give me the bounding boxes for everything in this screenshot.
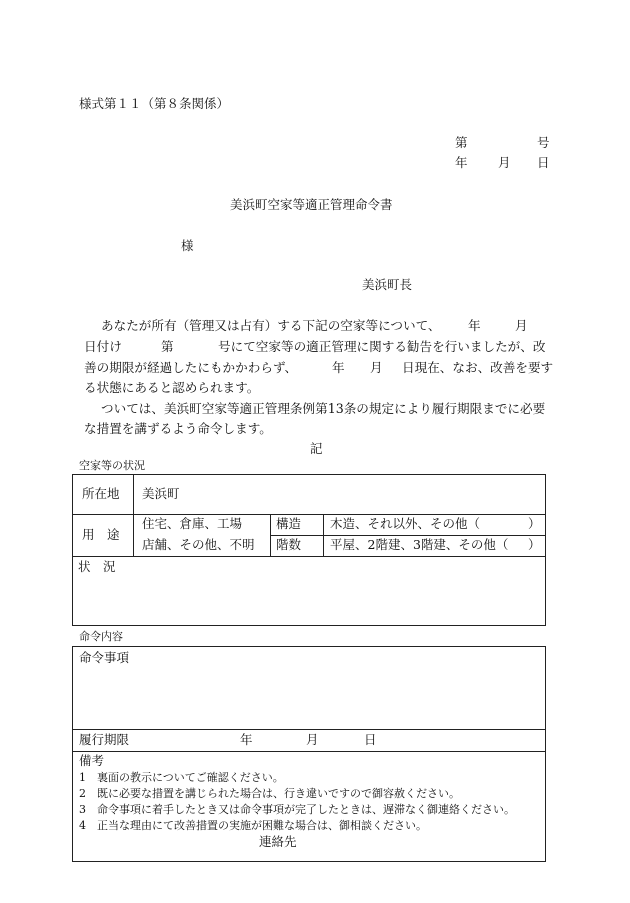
addressee-suffix: 様: [181, 238, 194, 253]
note-item-1: 1 裏面の教示についてご確認ください。: [79, 771, 284, 784]
date-year-label: 年: [455, 155, 468, 170]
issuer-name: 美浜町長: [362, 277, 413, 292]
document-number-suffix: 号: [537, 135, 550, 150]
body-line-1-month: 月: [515, 318, 528, 333]
deadline-year: 年: [240, 732, 253, 747]
body-line-4: る状態にあると認められます。: [84, 380, 260, 395]
order-items-label: 命令事項: [79, 650, 130, 665]
usage-options-2: 店舗、その他、不明: [142, 537, 255, 552]
structure-close-paren: ）: [528, 516, 541, 531]
body-line-2: 号にて空家等の適正管理に関する勧告を行いましたが、改: [218, 339, 546, 354]
date-month-label: 月: [498, 155, 511, 170]
body-line-1: あなたが所有（管理又は占有）する下記の空家等について、: [101, 318, 441, 333]
deadline-day: 日: [364, 732, 377, 747]
structure-options: 木造、それ以外、その他（: [330, 516, 481, 531]
note-item-3: 3 命令事項に着手したとき又は命令事項が完了したときは、遅滞なく御連絡ください。: [79, 803, 515, 816]
usage-label: 用 途: [82, 527, 120, 542]
contact-label: 連絡先: [259, 834, 297, 849]
floors-close-paren: ）: [528, 537, 541, 552]
body-line-3: 善の期限が経過したにもかかわらず、: [84, 360, 298, 375]
condition-label: 状 況: [78, 559, 116, 574]
body-line-2-dai: 第: [161, 339, 174, 354]
order-section-heading: 命令内容: [79, 630, 123, 643]
body-line-3-month: 月: [370, 360, 383, 375]
body-line-5: ついては、美浜町空家等適正管理条例第13条の規定により履行期限までに必要: [101, 401, 546, 416]
body-line-2-date: 日付け: [84, 339, 122, 354]
date-day-label: 日: [537, 155, 550, 170]
note-item-2: 2 既に必要な措置を講じられた場合は、行き違いですので御容赦ください。: [79, 787, 460, 800]
notes-title: 備考: [79, 753, 105, 768]
deadline-month: 月: [306, 732, 319, 747]
form-label: 様式第１１（第８条関係）: [79, 96, 230, 111]
status-section-heading: 空家等の状況: [79, 459, 145, 472]
deadline-label: 履行期限: [79, 732, 130, 747]
body-line-6: な措置を講ずるよう命令します。: [84, 421, 272, 436]
structure-label: 構造: [276, 516, 302, 531]
usage-options-1: 住宅、倉庫、工場: [142, 516, 243, 531]
body-line-1-year: 年: [468, 318, 481, 333]
document-title: 美浜町空家等適正管理命令書: [230, 197, 393, 212]
ki-mark: 記: [310, 441, 323, 456]
document-number-prefix: 第: [455, 135, 468, 150]
body-line-3-end: 日現在、なお、改善を要す: [402, 360, 554, 375]
note-item-4: 4 正当な理由にて改善措置の実施が困難な場合は、御相談ください。: [79, 819, 427, 832]
body-line-3-year: 年: [332, 360, 345, 375]
location-value: 美浜町: [142, 486, 180, 501]
floors-options: 平屋、2階建、3階建、その他（: [330, 537, 509, 552]
floors-label: 階数: [276, 537, 302, 552]
location-label: 所在地: [82, 486, 120, 501]
